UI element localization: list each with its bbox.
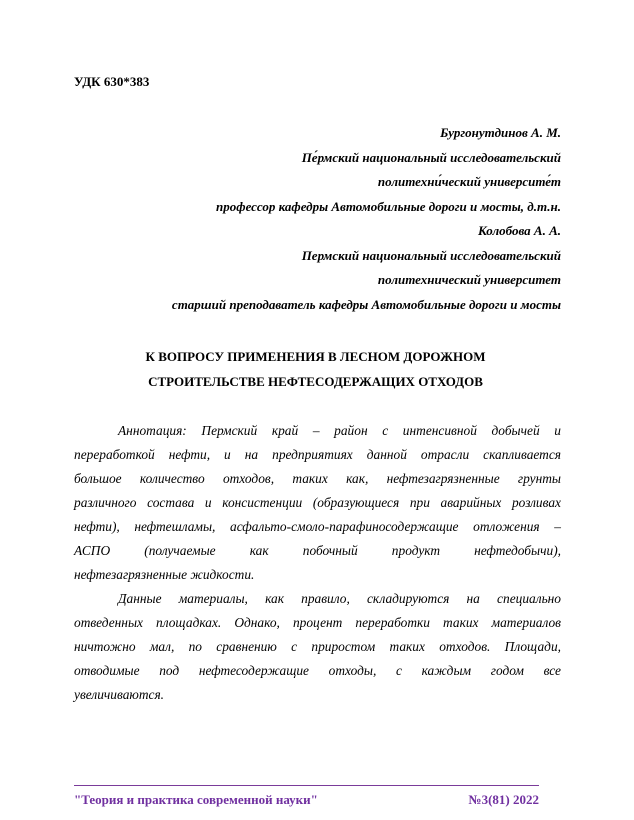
abstract-paragraph-1 bbox=[74, 419, 561, 587]
footer-divider bbox=[74, 785, 539, 786]
journal-name: "Теория и практика современной науки" bbox=[74, 792, 318, 807]
text-line: ничтожно мал, по сравнению с приростом таких отходов. Площади, bbox=[74, 639, 561, 654]
text-line: отводимые под нефтесодержащие отходы, с каждым годом все bbox=[74, 663, 561, 678]
abstract bbox=[74, 419, 561, 707]
text-line: нефтезагрязненные жидкости. bbox=[74, 567, 255, 582]
author-2-affiliation-line-2: политехнический университет bbox=[377, 272, 561, 287]
text-line: Аннотация: Пермский край – район с интенсивной добычей и bbox=[118, 423, 561, 438]
article-title bbox=[70, 344, 561, 394]
text-line: отведенных площадках. Однако, процент переработки таких материалов bbox=[74, 615, 561, 630]
author-2-position: старший преподаватель кафедры Автомобильные дороги и мосты bbox=[171, 296, 561, 312]
text-line: большое количество отходов, таких как, нефтезагрязненные грунты bbox=[74, 471, 561, 486]
text-line: переработкой нефти, и на предприятиях данной отрасли скапливается bbox=[74, 447, 561, 462]
author-block bbox=[70, 121, 561, 317]
author-1-affiliation-line-2: политехни́ческий университе́т bbox=[377, 174, 561, 189]
text-line: различного состава и консистенции (образующиеся при аварийных розливах bbox=[74, 495, 561, 510]
text-line: Данные материалы, как правило, складируются на специально bbox=[118, 591, 561, 606]
author-1-position: профессор кафедры Автомобильные дороги и мосты, д.т.н. bbox=[216, 198, 561, 214]
title-line-2: СТРОИТЕЛЬСТВЕ НЕФТЕСОДЕРЖАЩИХ ОТХОДОВ bbox=[148, 374, 483, 389]
text-line: увеличиваются. bbox=[74, 687, 165, 702]
title-line-1: К ВОПРОСУ ПРИМЕНЕНИЯ В ЛЕСНОМ ДОРОЖНОМ bbox=[145, 349, 486, 364]
issue-number: №3(81) 2022 bbox=[468, 792, 539, 807]
author-1-name: Бургонутдинов А. М. bbox=[440, 125, 561, 140]
abstract-paragraph-2 bbox=[74, 587, 561, 707]
text-line: АСПО (получаемые как побочный продукт нефтедобычи), bbox=[74, 543, 561, 558]
author-2-affiliation-line-1: Пермский национальный исследовательский bbox=[301, 247, 561, 263]
text-line: нефти), нефтешламы, асфальто-смоло-парафиносодержащие отложения – bbox=[74, 519, 561, 534]
author-1-affiliation-line-1: Пе́рмский национальный исследовательский bbox=[301, 149, 561, 165]
author-2-name: Колобова А. А. bbox=[477, 223, 561, 238]
udk-code: УДК 630*383 bbox=[74, 74, 150, 89]
